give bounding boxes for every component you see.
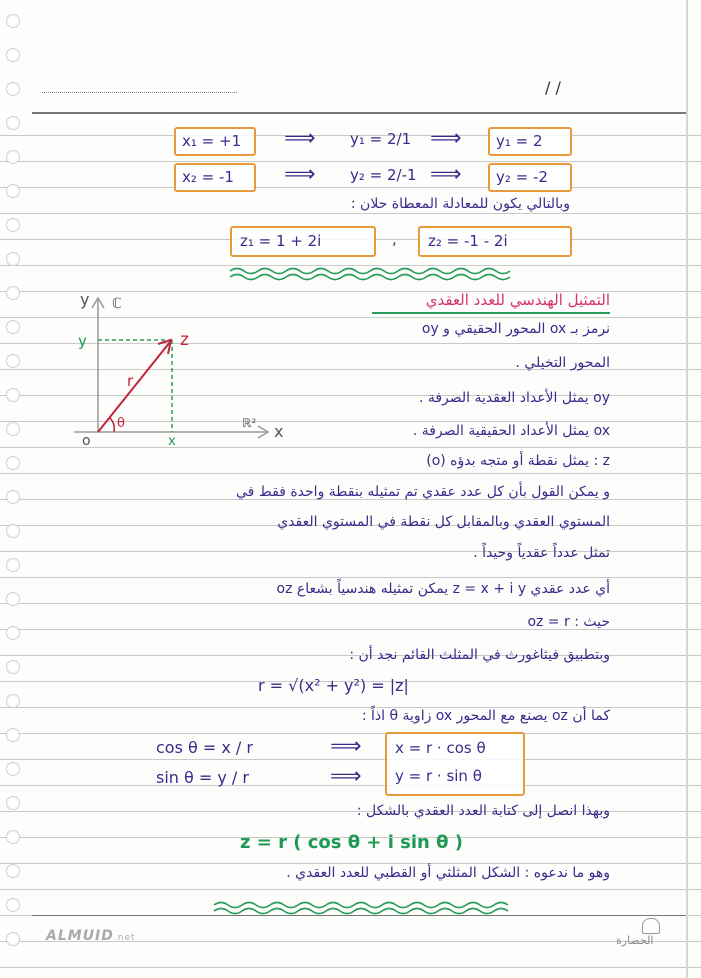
y1-box (488, 127, 572, 156)
row1-arrow-1: ⟹ (284, 126, 316, 151)
wavy-separator-bottom (212, 900, 512, 916)
footer-logo-text: ALMUID (46, 928, 114, 944)
xy-result-box (385, 732, 525, 796)
x1-value: x₁ = +1 (182, 132, 242, 150)
text-line-5: z : يمثل نقطة أو متجه بدؤه (o) (426, 453, 610, 469)
diagram-plane-label: ℂ (112, 296, 122, 312)
sin-definition: sin θ = y / r (156, 768, 249, 787)
text-line-8: تمثل عدداً عقدياً وحيداً . (473, 545, 610, 561)
x2-box (174, 163, 256, 192)
footer-logo-suffix: .net (113, 933, 136, 943)
section-title: التمثيل الهندسي للعدد العقدي (425, 291, 610, 309)
row2-arrow-2: ⟹ (430, 162, 462, 187)
cos-arrow: ⟹ (330, 734, 362, 759)
text-line-1: نرمز بـ ox المحور الحقيقي و oy (421, 321, 610, 337)
z2-value: z₂ = -1 - 2i (428, 232, 508, 250)
conclusion-line: وبالتالي يكون للمعادلة المعطاة حلان : (350, 196, 570, 212)
z1-value: z₁ = 1 + 2i (240, 232, 322, 250)
angle-sentence: كما أن oz يصنع مع المحور ox زاوية θ اذاً : (361, 708, 610, 724)
z1-box (230, 226, 376, 257)
y2-value: y₂ = -2 (496, 168, 548, 186)
complex-plane-diagram (70, 288, 300, 458)
page-edge (686, 0, 688, 978)
pythagoras-line: وبتطبيق فيثاغورث في المثلث القائم نجد أن : (349, 647, 610, 663)
y-equation: y = r · sin θ (395, 767, 482, 785)
y2-box (488, 163, 572, 192)
y1-value: y₁ = 2 (496, 132, 543, 150)
footer-badge-icon (642, 918, 660, 934)
title-underline (372, 312, 610, 314)
y2-expression: y₂ = 2/-1 (350, 166, 417, 184)
footer-logo (46, 928, 136, 944)
wavy-separator-top (228, 266, 518, 282)
diagram-point-z: z (180, 330, 189, 350)
lead-in-line: وبهذا انصل إلى كتابة العدد العقدي بالشكل : (356, 803, 610, 819)
diagram-origin-label: o (82, 433, 91, 449)
trig-form-formula: z = r ( cos θ + i sin θ ) (240, 832, 463, 853)
page-header-area (0, 0, 701, 112)
diagram-r-label: r (127, 372, 134, 390)
row1-arrow-2: ⟹ (430, 126, 462, 151)
binder-holes (6, 14, 20, 964)
text-line-3: oy يمثل الأعداد العقدية الصرفة . (418, 390, 610, 406)
modulus-formula: r = √(x² + y²) = |z| (258, 676, 409, 695)
x2-value: x₂ = -1 (182, 168, 234, 186)
text-line-7: المستوي العقدي وبالمقابل كل نقطة في المستوي العقدي (277, 514, 610, 530)
text-line-6: و يمكن القول بأن كل عدد عقدي تم تمثيله بنقطة واحدة فقط في (236, 484, 610, 500)
diagram-x-axis-label: x (274, 422, 284, 441)
z2-box (418, 226, 572, 257)
cos-definition: cos θ = x / r (156, 738, 253, 757)
header-rule (32, 112, 686, 114)
theta-arc (110, 418, 114, 432)
diagram-theta-label: θ (117, 416, 125, 431)
title-dotted-line (42, 92, 237, 93)
footer-right-text: الحضارة (616, 934, 654, 947)
x1-box (174, 127, 256, 156)
footer-rule (32, 915, 686, 916)
closing-line: وهو ما ندعوه : الشكل المثلثي أو القطبي للعدد العقدي . (286, 865, 610, 881)
date-field: / / (545, 78, 561, 97)
diagram-y-tick: y (78, 332, 87, 350)
vector-oz (98, 342, 170, 432)
vector-sentence: أي عدد عقدي z = x + i y يمكن تمثيله هندسياً بشعاع oz (276, 581, 610, 597)
x-equation: x = r · cos θ (395, 739, 486, 757)
text-line-2: المحور التخيلي . (515, 355, 610, 371)
vector-where: حيث : oz = r (527, 614, 610, 630)
solutions-separator: , (392, 230, 397, 248)
text-line-4: ox يمثل الأعداد الحقيقية الصرفة . (412, 423, 610, 439)
diagram-y-axis-label: y (80, 290, 90, 309)
diagram-x-tick: x (168, 434, 176, 449)
diagram-plane-right-label: ℝ² (242, 416, 257, 430)
sin-arrow: ⟹ (330, 764, 362, 789)
y1-expression: y₁ = 2/1 (350, 130, 412, 148)
row2-arrow-1: ⟹ (284, 162, 316, 187)
